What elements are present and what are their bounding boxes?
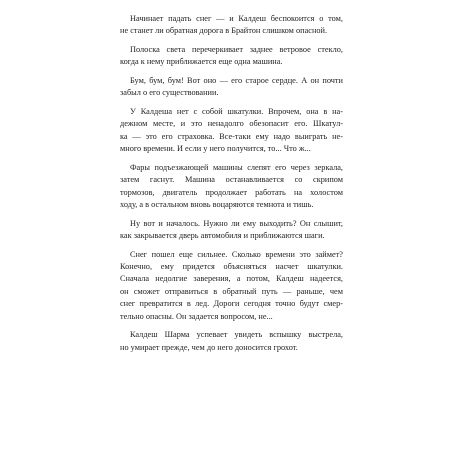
- text-line: когда к нему приближается еще одна машина.: [120, 57, 283, 67]
- paragraph-2: [120, 44, 343, 69]
- text-line: забыл о его существовании.: [120, 88, 219, 98]
- text-line: много времени. И если у него получится, то... Что ж...: [120, 144, 311, 154]
- text-line: Калдеш Шарма успевает увидеть вспышку выстрела,: [130, 330, 343, 340]
- text-line: дежном месте, и это ненадолго обезопасит его. Шкатул-: [120, 119, 343, 129]
- text-line: Конечно, ему придется объясняться насчет шкатулки.: [120, 262, 343, 272]
- text-line: ка — это его страховка. Все-таки ему надо выиграть не-: [120, 131, 343, 141]
- text-line: У Калдеша нет с собой шкатулки. Впрочем, она в на-: [130, 107, 343, 116]
- page-text: [120, 13, 343, 354]
- paragraph-8: [120, 329, 343, 354]
- paragraph-3: [120, 75, 343, 100]
- paragraph-1: [120, 13, 343, 38]
- text-line: Полоска света перечеркивает заднее ветровое стекло,: [130, 45, 343, 54]
- text-line: Фары подъезжающей машины слепят его через зеркала,: [130, 162, 343, 172]
- paragraph-6: [120, 218, 343, 243]
- paragraph-7: [120, 249, 343, 323]
- text-line: не станет ли обратная дорога в Брайтон слишком опасной.: [120, 26, 328, 36]
- text-line: тельно опасны. Он задается вопросом, не...: [120, 311, 273, 321]
- text-line: Ну вот и началось. Нужно ли ему выходить? Он слышит,: [130, 218, 343, 228]
- text-line: затем гаснут. Машина останавливается со скрипом: [120, 175, 343, 185]
- text-line: снег превратится в лед. Дороги сегодня точно будут смер-: [120, 299, 343, 309]
- text-line: Снег пошел еще сильнее. Сколько времени это займет?: [130, 249, 343, 259]
- text-line: он сможет отправиться в обратный путь — раньше, чем: [120, 286, 343, 296]
- text-line: Бум, бум, бум! Вот оно — его старое сердце. А он почти: [130, 76, 343, 85]
- text-line: но умирает прежде, чем до него доносится грохот.: [120, 342, 298, 352]
- text-line: тормозов, двигатель продолжает работать на холостом: [120, 187, 343, 197]
- text-line: Сначала недолгие заверения, а потом, Калдеш надеется,: [120, 274, 343, 284]
- text-line: как закрывается дверь автомобиля и приближаются шаги.: [120, 231, 325, 241]
- paragraph-5: [120, 162, 343, 212]
- text-line: Начинает падать снег — и Калдеш беспокоится о том,: [130, 14, 343, 23]
- text-line: ходу, а в остальном вновь воцаряются темнота и тишь.: [120, 200, 314, 210]
- paragraph-4: [120, 106, 343, 156]
